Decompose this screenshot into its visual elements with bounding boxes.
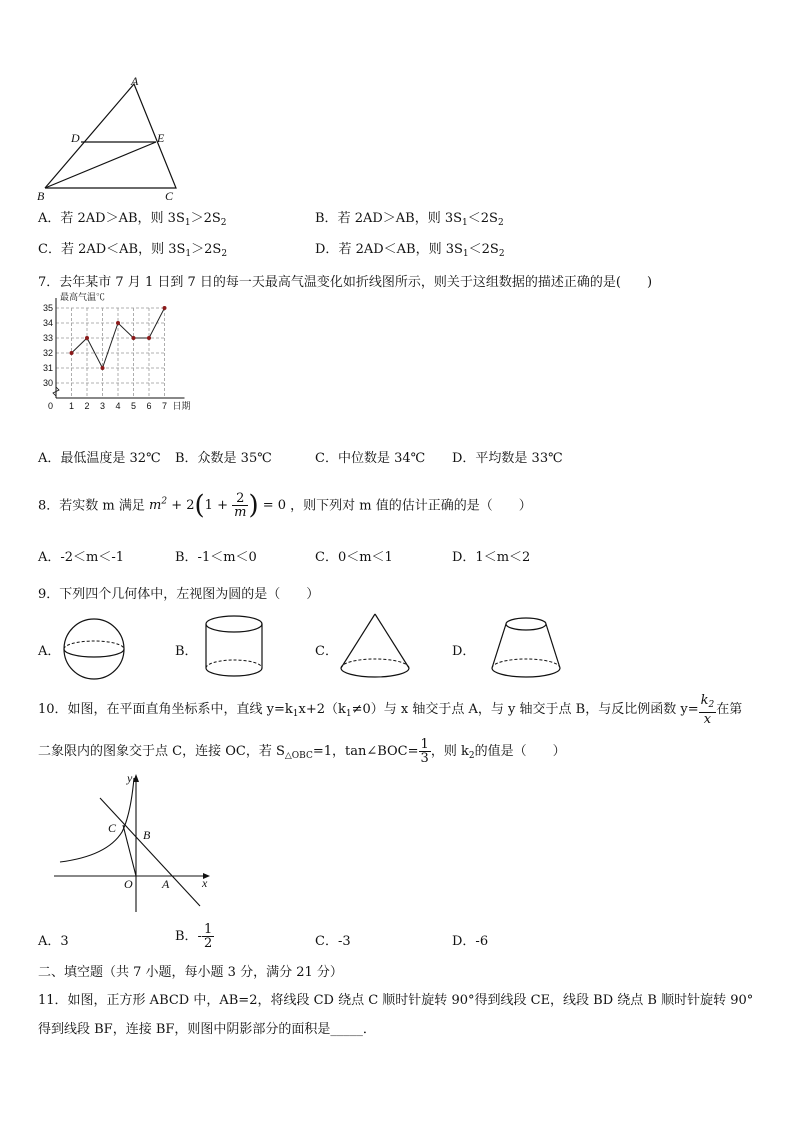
frustum-figure (490, 614, 570, 682)
x-tick-label: 5 (131, 401, 137, 411)
y-tick-label: 34 (43, 318, 54, 328)
label-C: C (165, 189, 174, 203)
x-axis-label: 日期 (172, 401, 191, 411)
q7-option-a: A．最低温度是 32℃ (38, 451, 161, 466)
x-tick-label: 3 (100, 401, 106, 411)
q9-option-a: A． (38, 644, 61, 659)
temperature-line-chart (40, 292, 210, 428)
q9-option-c: C． (315, 644, 338, 659)
sphere-figure (62, 617, 134, 683)
q7-option-b: B．众数是 35℃ (175, 451, 272, 466)
label-D: D (71, 131, 80, 145)
y-tick-label: 35 (43, 303, 54, 313)
q8-stem: 8．若实数 m 满足 $m^2 + 2(1$ + $\frac{2}{m}$ ) = 0 ，则下列对 m 值的估计正确的是（ ） (38, 490, 532, 521)
cylinder-figure (205, 614, 267, 680)
q8-option-d: D．1＜m＜2 (452, 550, 531, 565)
q11-line2: 得到线段 BF，连接 BF，则图中阴影部分的面积是_____． (38, 1022, 376, 1037)
label-E: E (157, 131, 165, 145)
y-tick-label: 33 (43, 333, 54, 343)
q10-option-c: C．-3 (315, 934, 351, 949)
data-point (132, 336, 136, 340)
q10-option-b: B．- $\frac{1}{2}$ (175, 922, 213, 951)
data-point (101, 366, 105, 370)
x-tick-label: 2 (84, 401, 90, 411)
y-tick-label: 31 (43, 363, 54, 373)
x-tick-label: 7 (162, 401, 168, 411)
data-point (70, 351, 74, 355)
q7-option-d: D．平均数是 33℃ (452, 451, 563, 466)
q9-stem: 9．下列四个几何体中，左视图为圆的是（ ） (38, 587, 320, 602)
x-tick-label: 6 (146, 401, 152, 411)
q10-option-a: A．3 (38, 934, 69, 949)
x-tick-label: 1 (69, 401, 75, 411)
q6-option-c: C．若 2AD＜AB，则 $3S_1>2S_2$ (38, 242, 228, 259)
data-point (163, 306, 167, 310)
triangle-figure (30, 72, 190, 202)
label-A: A (162, 877, 170, 891)
label-y: y (127, 771, 133, 785)
label-C: C (108, 821, 117, 835)
q10-line1: 10．如图，在平面直角坐标系中，直线 $y=k_1x+2(k_1\ne 0)$与 x 轴交于点 A，与 y 轴交于点 B，与反比例函数 y= $\frac{k_2}{x}$ 在第 (38, 692, 743, 727)
origin-label: 0 (48, 401, 54, 411)
y-tick-label: 32 (43, 348, 54, 358)
q8-option-c: C．0＜m＜1 (315, 550, 393, 565)
data-point (116, 321, 120, 325)
q7-stem: 7．去年某市 7 月 1 日到 7 日的每一天最高气温变化如折线图所示，则关于这组数据的描述正确的是( ) (38, 275, 653, 290)
q11-line1: 11．如图，正方形 ABCD 中，AB=2，将线段 CD 绕点 C 顺时针旋转 90°得到线段 CE，线段 BD 绕点 B 顺时针旋转 90° (38, 993, 754, 1008)
q8-option-a: A．-2＜m＜-1 (38, 550, 125, 565)
x-tick-label: 4 (115, 401, 121, 411)
q6-option-b: B．若 2AD＞AB，则 $3S_1<2S_2$ (315, 211, 504, 228)
q7-option-c: C．中位数是 34℃ (315, 451, 426, 466)
q8-option-b: B．-1＜m＜0 (175, 550, 257, 565)
q8-formula: $m^2 + 2(1$ + $\frac{2}{m}$ ) = 0 (149, 490, 287, 521)
section-heading: 二、填空题（共 7 小题，每小题 3 分，满分 21 分） (38, 965, 343, 980)
coordinate-figure (52, 770, 217, 915)
q9-option-d: D． (452, 644, 476, 659)
y-axis-label: 最高气温℃ (60, 292, 106, 302)
label-O: O (124, 877, 133, 891)
label-B: B (37, 189, 45, 203)
label-B: B (143, 828, 151, 842)
q6-option-a: A．若 2AD＞AB，则 $3S_1>2S_2$ (38, 211, 227, 228)
q10-line2: 二象限内的图象交于点 C，连接 OC，若 $S_{\triangle OBC}=1$，tan∠BOC= $\frac{1}{3}$ ，则 $k_2$的值是（ ） (38, 737, 566, 766)
label-x: x (202, 876, 208, 890)
q9-option-b: B． (175, 644, 198, 659)
cone-figure (338, 612, 418, 682)
y-tick-label: 30 (43, 378, 54, 388)
label-A: A (131, 74, 139, 88)
q6-option-d: D．若 2AD＜AB，则 $3S_1<2S_2$ (315, 242, 505, 259)
q10-option-d: D．-6 (452, 934, 489, 949)
data-point (147, 336, 151, 340)
data-point (85, 336, 89, 340)
